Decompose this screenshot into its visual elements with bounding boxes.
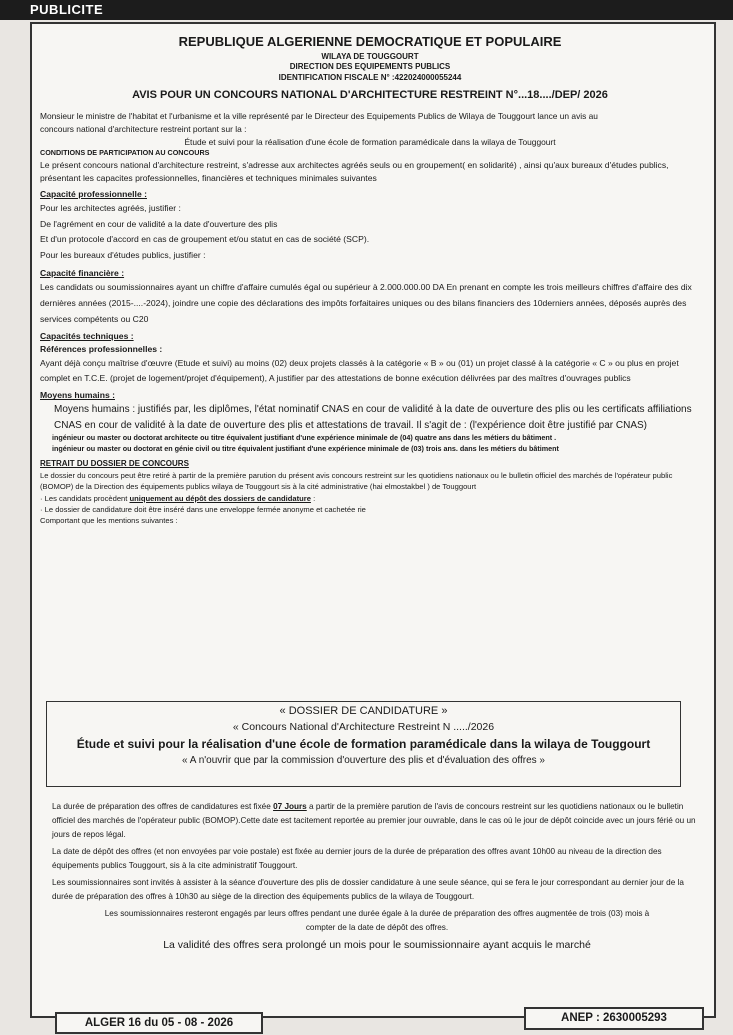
capacite-pro-title: Capacité professionnelle : [40, 188, 147, 199]
conditions-text: Le présent concours national d'architecture restreint, s'adresse aux architectes agréés seuls ou en groupement( en solidarité) , ainsi qu'aux bureaux d'études publics, présentant les capacites professionnelles, financières et techniques minimales suivantes [40, 160, 669, 183]
retrait-text: Le dossier du concours peut être retiré à partir de la première parution du présent avis concours restreint sur les quotidiens nationaux ou le bulletin officiel des marchés de l'opérateur public (BOMOP) de la Direction des équipements publics wilaya de Touggourt sis à la cité administrative (hai elmostakbel ) de Touggourt [40, 470, 673, 492]
retrait-line-1 [40, 493, 700, 504]
capacite-pro-line-1: Pour les architectes agréés, justifier : [40, 202, 181, 213]
retrait-line-1c: : [310, 493, 316, 503]
capacite-fin-text: Les candidats ou soumissionnaires ayant un chiffre d'affaire cumulés égal ou supérieur à 2.000.000.00 DA En prenant en compte les trois meilleurs chiffres d'affaire des dix dernières années (2015-....-2024), joindre une copie des déclarations des impôts forfaitaires uniques ou des bilans financiers des 10derniers années, déposés auprès des services compétents ou C20 [40, 282, 692, 324]
retrait-line-1a: · Les candidats procèdent [40, 493, 130, 503]
avis-title: AVIS POUR UN CONCOURS NATIONAL D'ARCHITECTURE RESTREINT N°...18..../DEP/ 2026 [132, 88, 608, 101]
references-title: Références professionnelles : [40, 343, 163, 354]
wilaya-line: WILAYA DE TOUGGOURT [321, 51, 419, 61]
direction-line: DIRECTION DES EQUIPEMENTS PUBLICS [289, 62, 451, 72]
box-line-2: « Concours National d'Architecture Restreint N ...../2026 [232, 721, 495, 733]
conditions-title: CONDITIONS DE PARTICIPATION AU CONCOURS [40, 148, 210, 158]
lower-para-1c: a partir de la première parution de l'avis de concours restreint sur les quotidiens nationaux ou le bulletin officiel des marchés de l'opérateur public (BOMOP).Cette date est tacitement reportée au premier jour ouvrable, dans le cas où le jour de dépôt coincide avec un jours férié ou un jours de repos légal. [52, 802, 696, 839]
moyens-bullet-1: ingénieur ou master ou doctorat architecte ou titre équivalent justifiant d'une expérience minimale de (04) quatre ans dans les métiers du bâtiment . [52, 433, 557, 443]
intro-line-2: concours national d'architecture restreint portant sur la : [40, 124, 247, 134]
moyens-title: Moyens humains : [40, 390, 115, 401]
retrait-line-2: · Le dossier de candidature doit être inséré dans une enveloppe fermée anonyme et cachetée rie [40, 505, 366, 515]
lower-section [52, 800, 702, 958]
lower-para-1b: 07 Jours [273, 802, 307, 811]
final-line: La validité des offres sera prolongé un mois pour le soumissionnaire ayant acquis le marché [163, 939, 591, 952]
republic-title: REPUBLIQUE ALGERIENNE DEMOCRATIQUE ET POPULAIRE [178, 34, 562, 49]
notice-content [40, 30, 700, 527]
retrait-title: RETRAIT DU DOSSIER DE CONCOURS [40, 458, 189, 468]
dossier-box [46, 701, 681, 787]
intro-line-1: Monsieur le ministre de l'habitat et l'urbanisme et la ville représenté par le Directeur des Equipements Publics de Wilaya de Touggourt lance un avis au [40, 111, 598, 122]
capacite-tech-title: Capacités techniques : [40, 330, 134, 341]
retrait-line-3: Comportant que les mentions suivantes : [40, 516, 178, 526]
lower-para-3: Les soumissionnaires sont invités à assister à la séance d'ouverture des plis de dossier candidature à une seule séance, qui se fera le jour correspondant au dernier jour de la durée de préparation des offres à 10h30 au siège de la direction des équipements publics de la wilaya de Touggourt. [52, 877, 684, 901]
capacite-pro-line-2: De l'agrément en cour de validité a la date d'ouverture des plis [40, 218, 278, 229]
capacite-tech-text: Ayant déjà conçu maîtrise d'œuvre (Etude et suivi) au moins (02) deux projets classés à la catégorie « B » ou (01) un projet classé à la catégorie « C » ou plus en projet complet en T.C.E. (projet de logement/projet d'équipement), A justifier par des attestations de bonne exécution délivrées par des maîtres d'ouvrages publics [40, 357, 679, 384]
lower-para-1 [52, 800, 702, 842]
box-line-1: « DOSSIER DE CANDIDATURE » [279, 705, 448, 717]
box-line-3: Étude et suivi pour la réalisation d'une école de formation paramédicale dans la wilaya de Touggourt [76, 737, 651, 751]
footer-anep: ANEP : 2630005293 [524, 1007, 704, 1030]
lower-para-2: La date de dépôt des offres (et non envoyées par voie postale) est fixée au dernier jours de la durée de préparation des offres avant 10h00 au niveau de la direction des équipements publics Touggourt, sis à la cite administratif Touggourt. [52, 846, 662, 870]
capacite-pro-line-3: Et d'un protocole d'accord en cas de groupement et/ou statut en cas de société (SCP). [40, 234, 370, 245]
box-line-4: « A n'ouvrir que par la commission d'ouverture des plis et d'évaluation des offres » [182, 755, 545, 766]
lower-para-1a: La durée de préparation des offres de candidatures est fixée [52, 802, 274, 811]
publicite-banner [0, 0, 733, 20]
banner-label: PUBLICITE [30, 2, 104, 17]
moyens-bullet-2: ingénieur ou master ou doctorat en génie civil ou titre équivalent justifiant d'une expérience minimale de (03) trois ans. dans les métiers du bâtiment [52, 444, 559, 454]
project-object: Étude et suivi pour la réalisation d'une école de formation paramédicale dans la wilaya de Touggourt [184, 136, 556, 147]
capacite-fin-title: Capacité financière : [40, 268, 125, 279]
moyens-text: Moyens humains : justifiés par, les diplômes, l'état nominatif CNAS en cour de validité à la date de ouverture des plis ou les certificats affiliations CNAS en cour de validité à la date de ouverture des plis et attestations de travail. Il s'agit de : (l'expérience doit être justifié par CNAS) [54, 404, 692, 431]
retrait-line-1b: uniquement au dépôt des dossiers de candidature [129, 493, 311, 503]
capacite-pro-line-4: Pour les bureaux d'études publics, justifier : [40, 250, 206, 261]
lower-para-4: Les soumissionnaires resteront engagés par leurs offres pendant une durée égale à la durée de préparation des offres augmentée de trois (03) mois à compter de la date de dépôt des offres. [104, 908, 650, 932]
footer-date: ALGER 16 du 05 - 08 - 2026 [55, 1012, 263, 1034]
nif-line: IDENTIFICATION FISCALE N° :422024000055244 [278, 73, 462, 83]
